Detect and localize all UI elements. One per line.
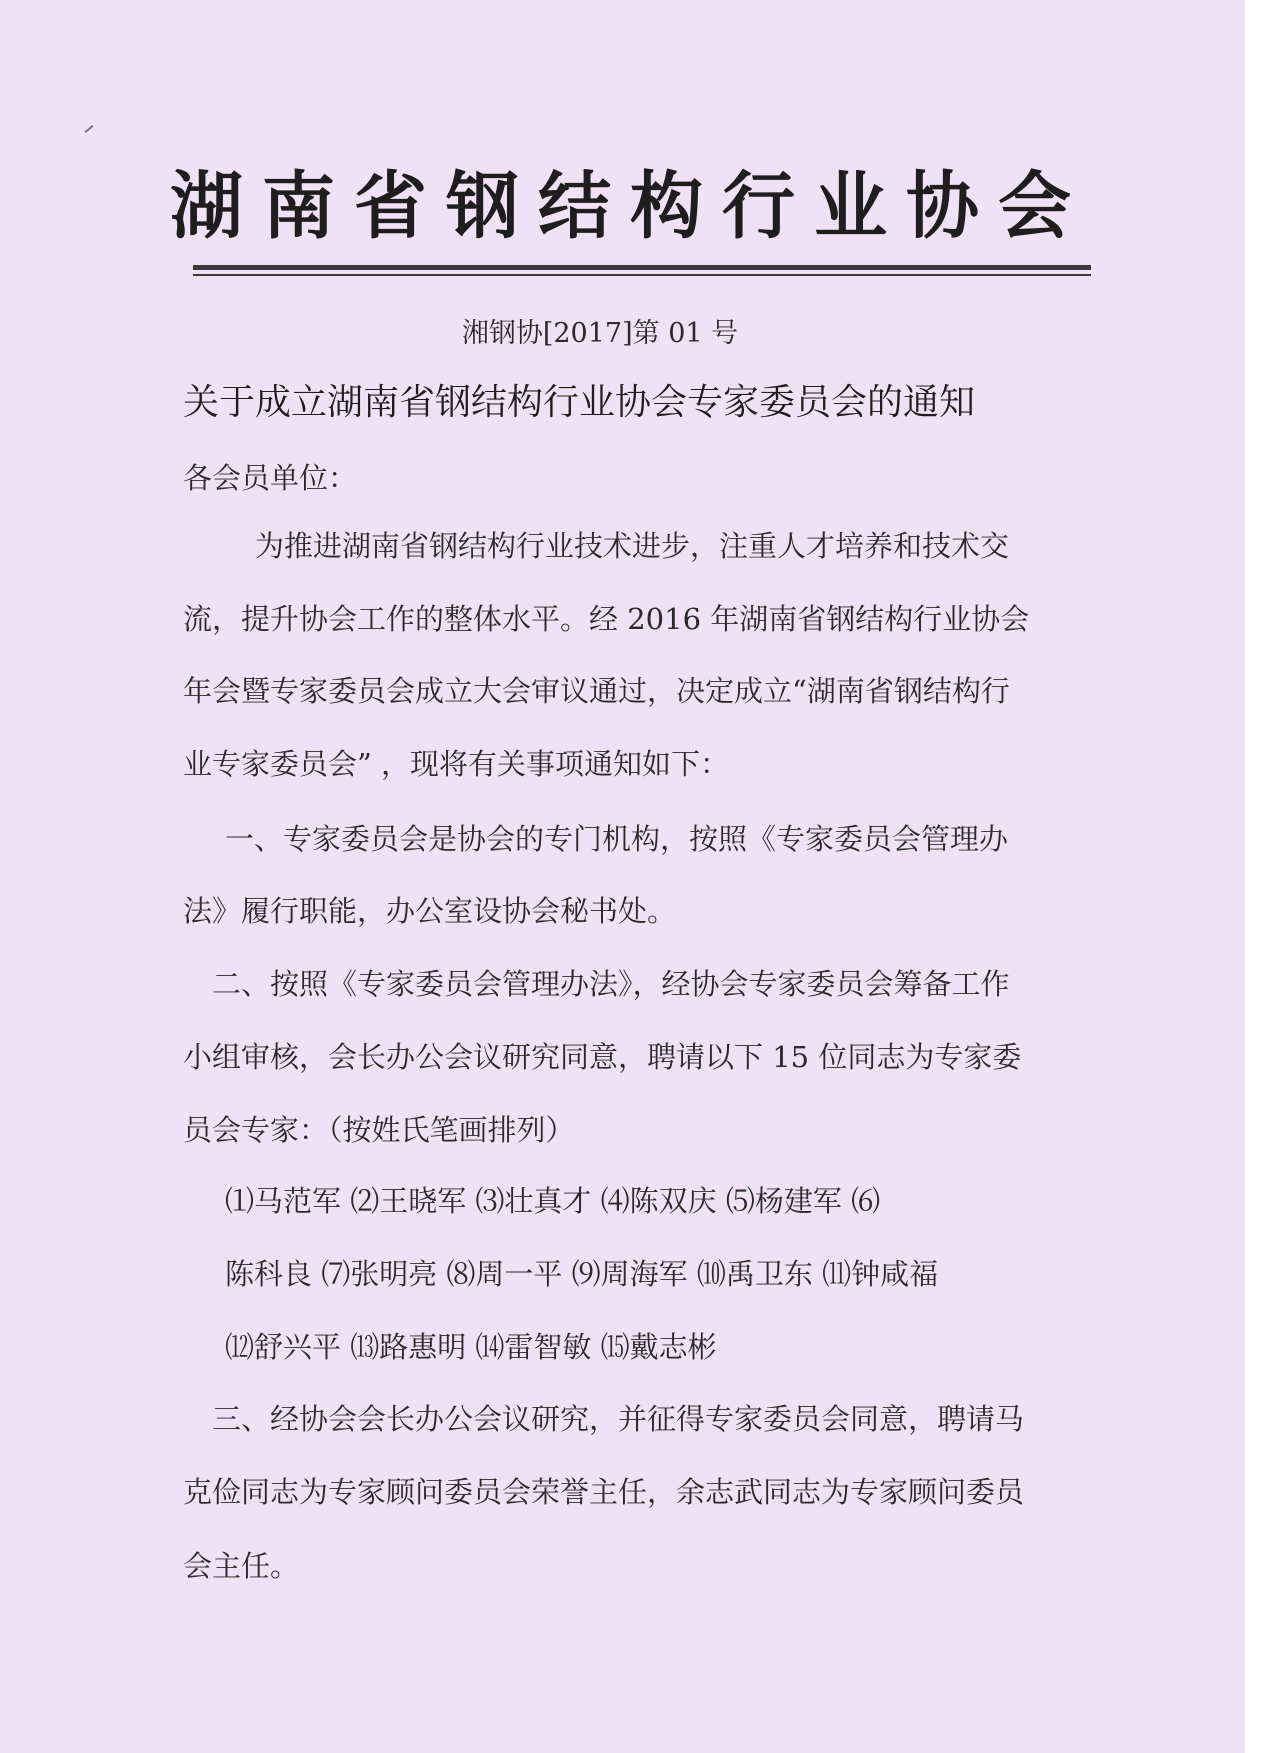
paper-speck <box>85 125 94 133</box>
item-one-line: 法》履行职能，办公室设协会秘书处。 <box>183 894 677 928</box>
addressee: 各会员单位： <box>183 461 358 495</box>
body-line: 年会暨专家委员会成立大会审议通过，决定成立“湖南省钢结构行 <box>183 674 1010 708</box>
expert-list-line: ⑿舒兴平 ⒀路惠明 ⒁雷智敏 ⒂戴志彬 <box>225 1330 717 1364</box>
document-number: 湘钢协[2017]第 01 号 <box>461 318 739 349</box>
header-rule-thin <box>193 274 1091 276</box>
item-three-line: 克俭同志为专家顾问委员会荣誉主任，余志武同志为专家顾问委员 <box>183 1475 1025 1509</box>
body-line: 业专家委员会” ，现将有关事项通知如下： <box>183 747 730 781</box>
item-three-line: 会主任。 <box>183 1549 300 1583</box>
item-two-line: 二、按照《专家委员会管理办法》，经协会专家委员会筹备工作 <box>212 967 1010 1001</box>
expert-list-line: 陈科良 ⑺张明亮 ⑻周一平 ⑼周海军 ⑽禹卫东 ⑾钟咸福 <box>225 1257 939 1291</box>
header-rule-thick <box>193 265 1091 270</box>
body-line: 流，提升协会工作的整体水平。经 2016 年湖南省钢结构行业协会 <box>183 602 1030 636</box>
item-two-line: 员会专家：（按姓氏笔画排列） <box>183 1113 575 1147</box>
item-one-line: 一、专家委员会是协会的专门机构，按照《专家委员会管理办 <box>225 822 1009 856</box>
body-line: 为推进湖南省钢结构行业技术进步，注重人才培养和技术交 <box>255 529 1010 563</box>
expert-list-line: ⑴马范军 ⑵王晓军 ⑶壮真才 ⑷陈双庆 ⑸杨建军 ⑹ <box>225 1184 881 1218</box>
organization-name: 湖南省钢结构行业协会 <box>170 164 1090 249</box>
item-three-line: 三、经协会会长办公会议研究，并征得专家委员会同意，聘请马 <box>212 1402 1025 1436</box>
item-two-line: 小组审核，会长办公会议研究同意，聘请以下 15 位同志为专家委 <box>183 1040 1022 1074</box>
notice-title: 关于成立湖南省钢结构行业协会专家委员会的通知 <box>183 382 976 423</box>
